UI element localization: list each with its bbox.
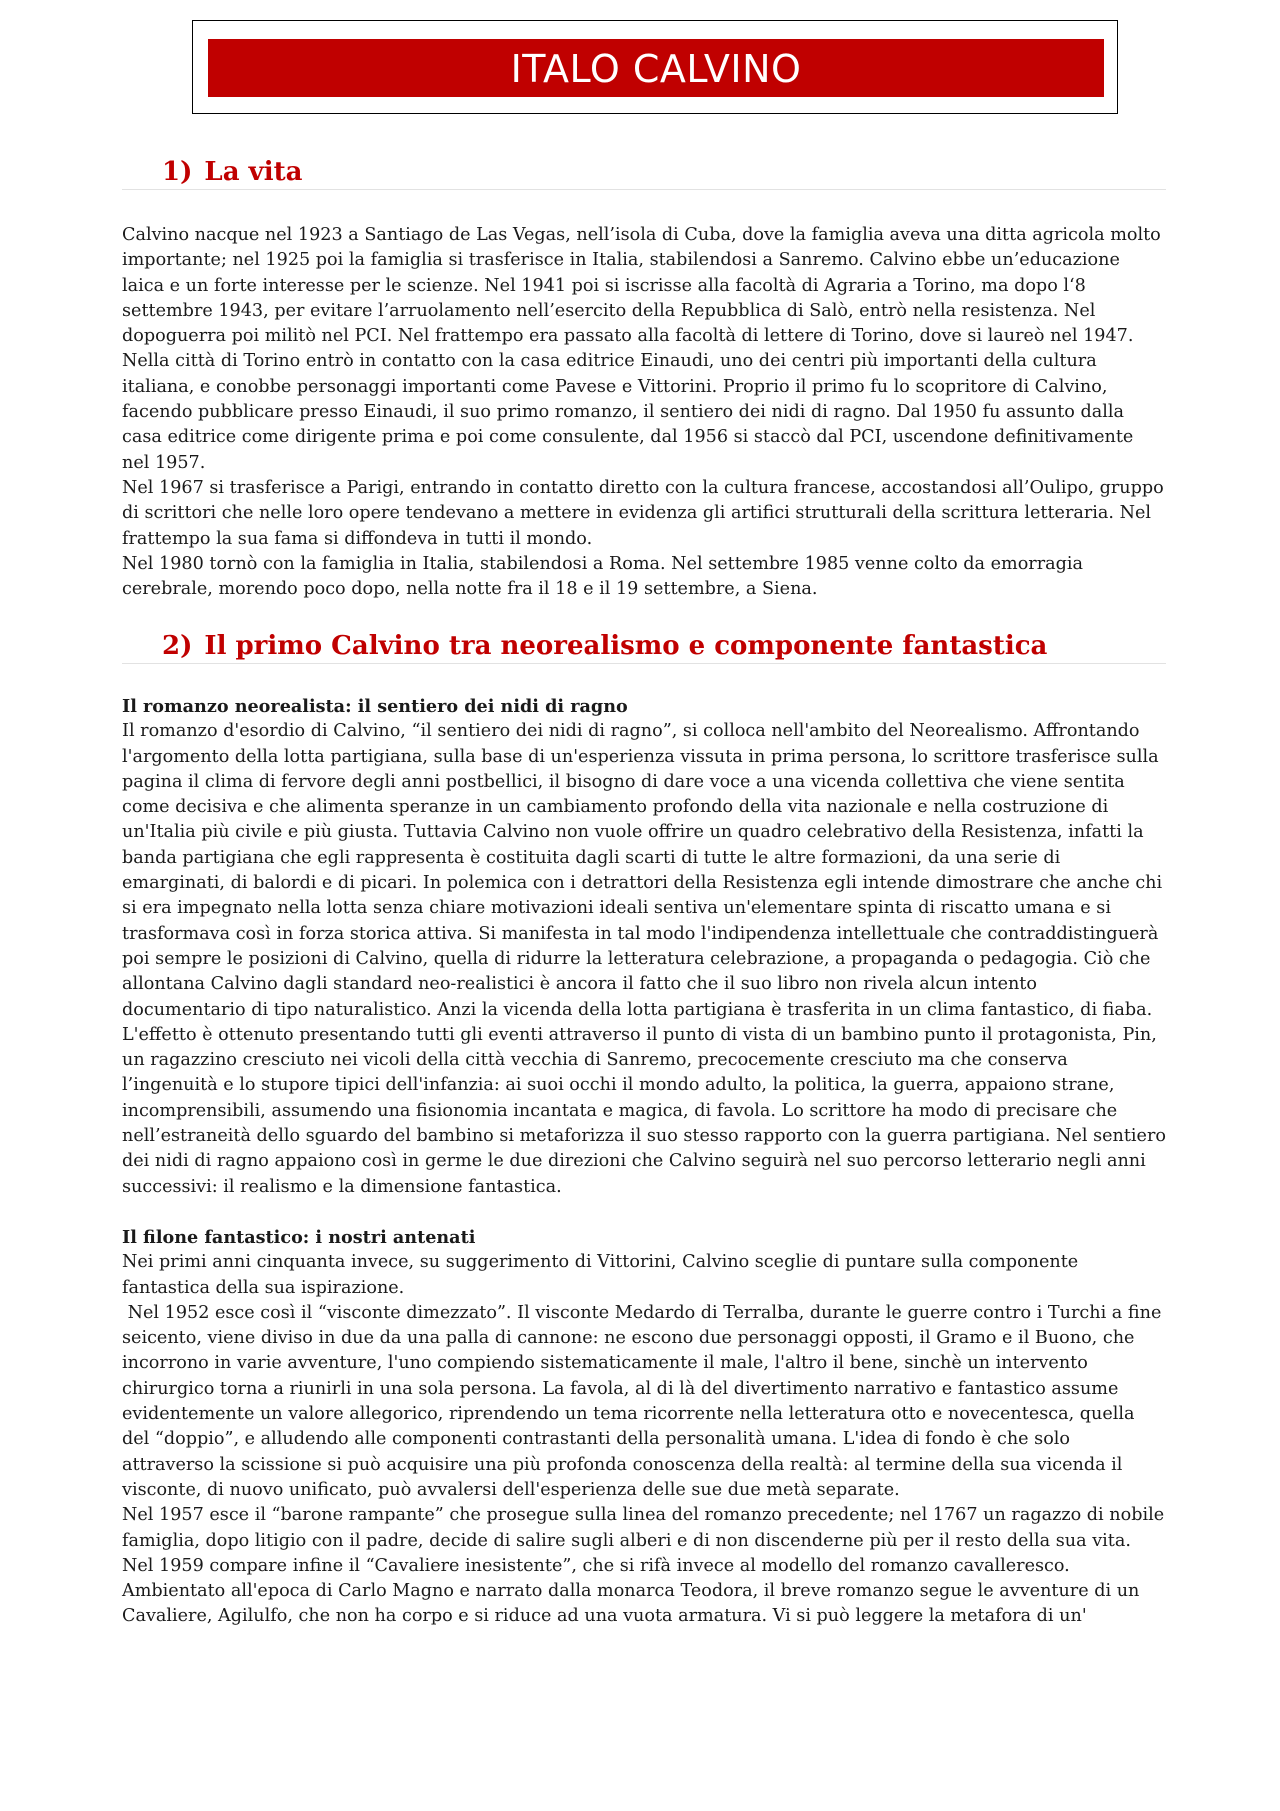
paragraph: Nel 1980 tornò con la famiglia in Italia, stabilendosi a Roma. Nel settembre 1985 venne colto da emorragia cerebrale, morendo poco dopo, nella notte fra il 18 e il 19 settembre, a Siena.	[122, 553, 1083, 600]
section-body-primo-calvino	[122, 694, 1166, 1630]
section-heading-primo-calvino	[122, 628, 1166, 664]
section-title: La vita	[204, 157, 303, 187]
section-number: 2)	[162, 631, 193, 661]
paragraph: Nel 1957 esce il “barone rampante” che prosegue sulla linea del romanzo precedente; nel 1767 un ragazzo di nobile famiglia, dopo litigio con il padre, decide di salire sugli alberi e di non discenderne più per il resto della sua vita.	[122, 1505, 1165, 1551]
section-body-la-vita	[122, 223, 1166, 602]
subheading: Il romanzo neorealista: il sentiero dei nidi di ragno	[122, 696, 628, 717]
paragraph: Nel 1959 compare infine il “Cavaliere inesistente”, che si rifà invece al modello del romanzo cavalleresco. Ambientato all'epoca di Carlo Magno e narrato dalla monarca Teodora, il breve romanzo segue le avventure di un Cavaliere, Agilulfo, che non ha corpo e si riduce ad una vuota armatura. Vi si può leggere la metafora di un'	[122, 1555, 1140, 1627]
section-title: Il primo Calvino tra neorealismo e componente fantastica	[204, 631, 1048, 661]
section-heading-la-vita	[122, 154, 1166, 190]
spacer	[122, 1200, 1166, 1225]
paragraph: Il romanzo d'esordio di Calvino, “il sentiero dei nidi di ragno”, si colloca nell'ambito del Neorealismo. Affrontando l'argomento della lotta partigiana, sulla base di un'esperienza vissuta in prima persona, lo scrittore trasferisce sulla pagina il clima di fervore degli anni postbellici, il bisogno di dare voce a una vicenda collettiva che viene sentita come decisiva e che alimenta speranze in un cambiamento profondo della vita nazionale e nella costruzione di un'Italia più civile e più giusta. Tuttavia Calvino non vuole offrire un quadro celebrativo della Resistenza, infatti la banda partigiana che egli rappresenta è costituita dagli scarti di tutte le altre formazioni, da una serie di emarginati, di balordi e di picari. In polemica con i detrattori della Resistenza egli intende dimostrare che anche chi si era impegnato nella lotta senza chiare motivazioni ideali sentiva un'elementare spinta di riscatto umana e si trasformava così in forza storica attiva. Si manifesta in tal modo l'indipendenza intellettuale che contraddistinguerà poi sempre le posizioni di Calvino, quella di ridurre la letteratura celebrazione, a propaganda o pedagogia. Ciò che allontana Calvino dagli standard neo-realistici è ancora il fatto che il suo libro non rivela alcun intento documentario di tipo naturalistico. Anzi la vicenda della lotta partigiana è trasferita in un clima fantastico, di fiaba.	[122, 721, 1163, 1020]
document-title: ITALO CALVINO	[208, 39, 1104, 97]
subheading: Il filone fantastico: i nostri antenati	[122, 1226, 476, 1248]
paragraph: Nel 1967 si trasferisce a Parigi, entrando in contatto diretto con la cultura francese, accostandosi all’Oulipo, gruppo di scrittori che nelle loro opere tendevano a mettere in evidenza gli artifici strutturali della scrittura letteraria. Nel frattempo la sua fama si diffondeva in tutti il mondo.	[122, 477, 1164, 549]
section-number: 1)	[162, 157, 193, 187]
paragraph: Nel 1952 esce così il “visconte dimezzato”. Il visconte Medardo di Terralba, durante le guerre contro i Turchi a fine seicento, viene diviso in due da una palla di cannone: ne escono due personaggi opposti, il Gramo e il Buono, che incorrono in varie avventure, l'uno compiendo sistematicamente il male, l'altro il bene, sinchè un intervento chirurgico torna a riunirli in una sola persona. La favola, al di là del divertimento narrativo e fantastico assume evidentemente un valore allegorico, riprendendo un tema ricorrente nella letteratura otto e novecentesca, quella del “doppio”, e alludendo alle componenti contrastanti della personalità umana. L'idea di fondo è che solo attraverso la scissione si può acquisire una più profonda conoscenza della realtà: al termine della sua vicenda il visconte, di nuovo unificato, può avvalersi dell'esperienza delle sue due metà separate.	[122, 1302, 1167, 1500]
paragraph: L'effetto è ottenuto presentando tutti gli eventi attraverso il punto di vista di un bambino punto il protagonista, Pin, un ragazzino cresciuto nei vicoli della città vecchia di Sanremo, precocemente cresciuto ma che conserva l’ingenuità e lo stupore tipici dell'infanzia: ai suoi occhi il mondo adulto, la politica, la guerra, appaiono strane, incomprensibili, assumendo una fisionomia incantata e magica, di favola. Lo scrittore ha modo di precisare che nell’estraneità dello sguardo del bambino si metaforizza il suo stesso rapporto con la guerra partigiana. Nel sentiero dei nidi di ragno appaiono così in germe le due direzioni che Calvino seguirà nel suo percorso letterario negli anni successivi: il realismo e la dimensione fantastica.	[122, 1024, 1166, 1197]
paragraph: Calvino nacque nel 1923 a Santiago de Las Vegas, nell’isola di Cuba, dove la famiglia aveva una ditta agricola molto importante; nel 1925 poi la famiglia si trasferisce in Italia, stabilendosi a Sanremo. Calvino ebbe un’educazione laica e un forte interesse per le scienze. Nel 1941 poi si iscrisse alla facoltà di Agraria a Torino, ma dopo l‘8 settembre 1943, per evitare l’arruolamento nell’esercito della Repubblica di Salò, entrò nella resistenza. Nel dopoguerra poi militò nel PCI. Nel frattempo era passato alla facoltà di lettere di Torino, dove si laureò nel 1947. Nella città di Torino entrò in contatto con la casa editrice Einaudi, uno dei centri più importanti della cultura italiana, e conobbe personaggi importanti come Pavese e Vittorini. Proprio il primo fu lo scopritore di Calvino, facendo pubblicare presso Einaudi, il suo primo romanzo, il sentiero dei nidi di ragno. Dal 1950 fu assunto dalla casa editrice come dirigente prima e poi come consulente, dal 1956 si staccò dal PCI, uscendone definitivamente nel 1957.	[122, 225, 1161, 473]
paragraph: Nei primi anni cinquanta invece, su suggerimento di Vittorini, Calvino sceglie di puntare sulla componente fantastica della sua ispirazione.	[122, 1252, 1079, 1298]
